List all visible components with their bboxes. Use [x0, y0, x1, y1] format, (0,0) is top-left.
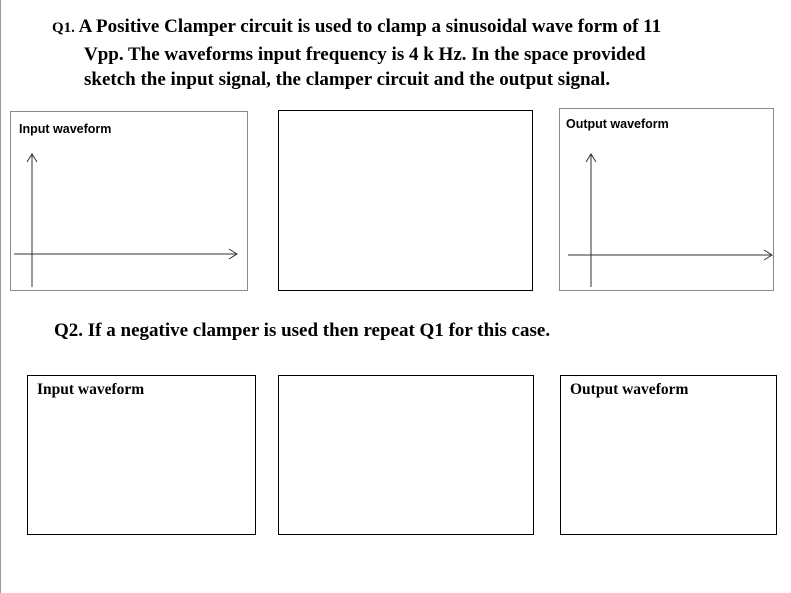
q1-circuit-box[interactable] [278, 110, 533, 291]
q1-input-waveform-label: Input waveform [19, 122, 112, 136]
q1-output-waveform-label: Output waveform [566, 117, 669, 131]
question-2: Q2. If a negative clamper is used then repeat Q1 for this case. [54, 320, 551, 341]
q1-output-axes [560, 109, 775, 292]
question-1-line-2: Vpp. The waveforms input frequency is 4 k Hz. In the space provided [84, 43, 646, 65]
q1-input-waveform-box[interactable] [10, 111, 248, 291]
question-1-number: Q1. [52, 20, 75, 36]
question-1 [52, 14, 692, 93]
q2-input-waveform-box[interactable] [27, 375, 256, 535]
page-left-edge [0, 0, 1, 593]
q1-input-axes [11, 112, 249, 292]
q2-circuit-box[interactable] [278, 375, 534, 535]
question-1-line-1: A Positive Clamper circuit is used to clamp a sinusoidal wave form of 11 [78, 16, 662, 37]
question-1-line-3: sketch the input signal, the clamper circuit and the output signal. [84, 69, 611, 90]
q2-output-waveform-box[interactable] [560, 375, 777, 535]
q2-input-waveform-label: Input waveform [37, 381, 145, 398]
q1-output-waveform-box[interactable] [559, 108, 774, 291]
q2-output-waveform-label: Output waveform [570, 381, 689, 398]
